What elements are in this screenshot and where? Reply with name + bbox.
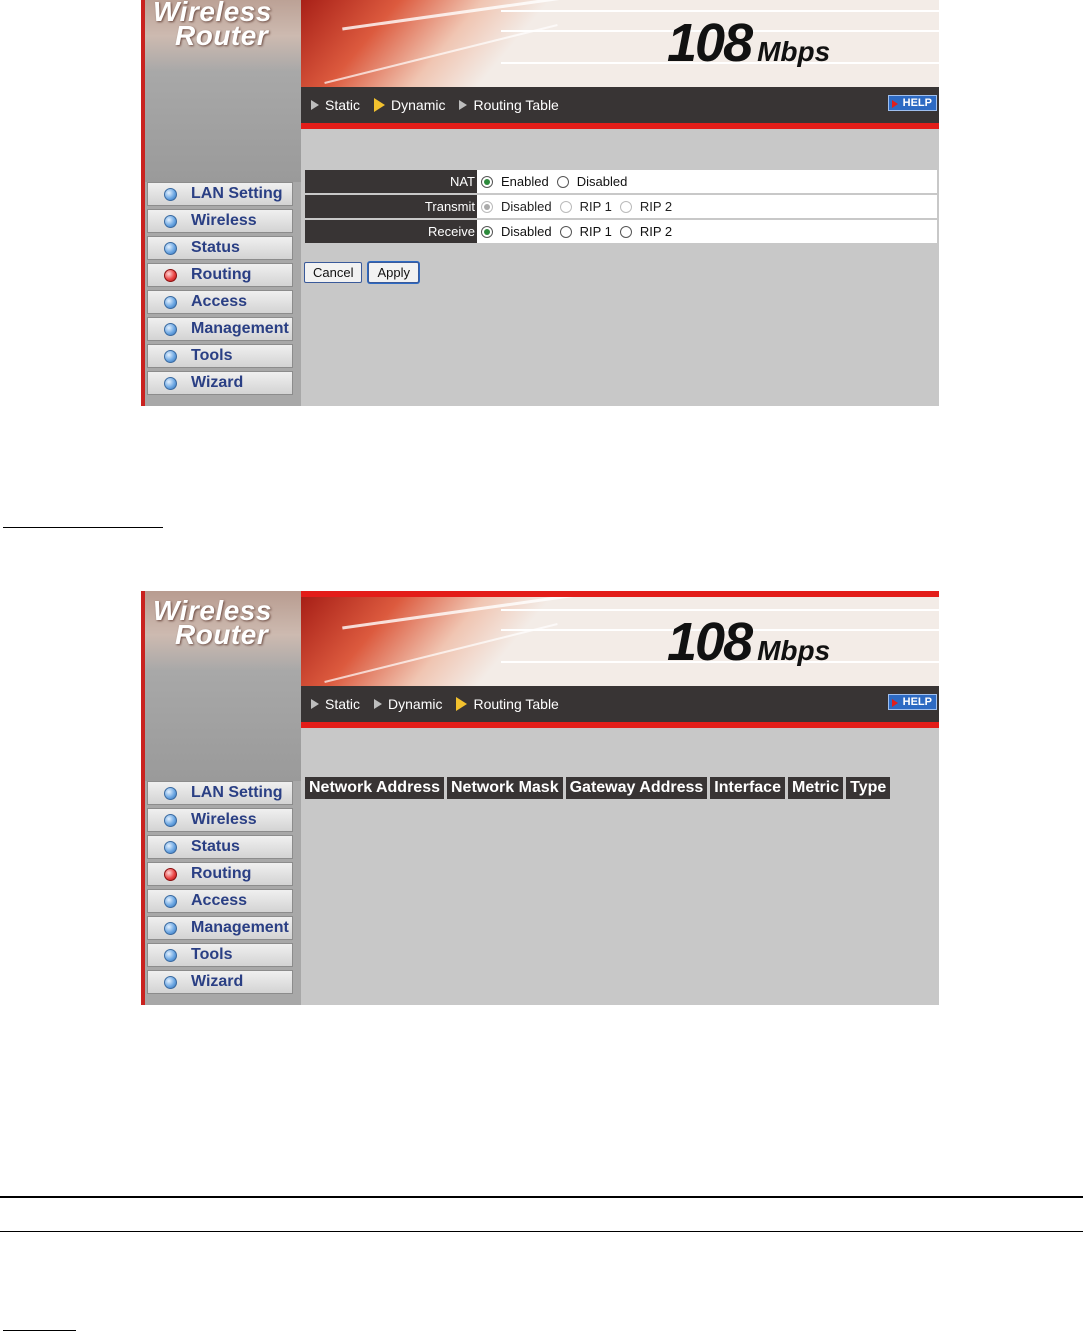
wireless-router-logo bbox=[145, 0, 301, 72]
sidebar-fade bbox=[145, 671, 301, 781]
nat-options bbox=[477, 170, 937, 193]
logo-line1: Wireless bbox=[153, 0, 272, 27]
menu-item-wireless[interactable] bbox=[147, 808, 293, 832]
speed-value: 108 bbox=[667, 612, 752, 672]
tab-label: Routing Table bbox=[473, 97, 559, 113]
option-label: Disabled bbox=[501, 224, 552, 239]
apply-button[interactable]: Apply bbox=[368, 262, 419, 283]
product-banner bbox=[301, 0, 939, 87]
option-label: RIP 2 bbox=[639, 199, 673, 214]
menu-item-lan-setting[interactable] bbox=[147, 781, 293, 805]
menu-label: LAN Setting bbox=[191, 784, 283, 801]
menu-item-status[interactable] bbox=[147, 835, 293, 859]
column-network-address: Network Address bbox=[305, 777, 444, 799]
bullet-icon bbox=[164, 215, 177, 228]
bullet-icon bbox=[164, 350, 177, 363]
receive-row bbox=[305, 220, 937, 243]
menu-item-tools[interactable] bbox=[147, 943, 293, 967]
transmit-rip1-radio bbox=[560, 201, 572, 213]
menu-item-wizard[interactable] bbox=[147, 970, 293, 994]
left-sidebar bbox=[141, 591, 301, 1005]
receive-options bbox=[477, 220, 937, 243]
transmit-disabled-radio bbox=[481, 201, 493, 213]
tab-static[interactable] bbox=[311, 696, 360, 712]
main-menu bbox=[147, 182, 293, 398]
menu-label: Management bbox=[191, 919, 289, 936]
option-label: Disabled bbox=[576, 174, 628, 189]
menu-label: Management bbox=[191, 320, 289, 337]
nat-disabled-radio[interactable] bbox=[557, 176, 569, 188]
routing-tabs bbox=[311, 696, 573, 712]
receive-label: Receive bbox=[305, 220, 477, 243]
form-buttons bbox=[304, 262, 425, 283]
help-button[interactable]: HELP bbox=[888, 95, 937, 111]
menu-label: Wizard bbox=[191, 374, 244, 391]
receive-rip2-radio[interactable] bbox=[620, 226, 632, 238]
tab-label: Static bbox=[325, 97, 361, 113]
menu-label: Status bbox=[191, 838, 240, 855]
speed-logo bbox=[667, 611, 830, 673]
footer-underline bbox=[3, 1330, 76, 1331]
option-label: Enabled bbox=[501, 174, 549, 189]
arrow-right-icon bbox=[459, 100, 467, 110]
logo-line2: Router bbox=[175, 20, 269, 51]
menu-item-routing[interactable] bbox=[147, 862, 293, 886]
logo-line2: Router bbox=[175, 619, 269, 650]
option-label: RIP 1 bbox=[579, 199, 612, 214]
transmit-options bbox=[477, 195, 937, 218]
bullet-icon bbox=[164, 868, 177, 881]
option-label: RIP 1 bbox=[579, 224, 612, 239]
tab-static[interactable] bbox=[311, 97, 360, 113]
heading-underline bbox=[3, 527, 163, 528]
routing-fields bbox=[305, 170, 937, 245]
menu-label: Access bbox=[191, 293, 248, 310]
menu-label: Tools bbox=[191, 946, 233, 963]
bullet-icon bbox=[164, 895, 177, 908]
arrow-right-icon bbox=[374, 98, 385, 112]
tab-dynamic[interactable] bbox=[374, 696, 442, 712]
nat-row bbox=[305, 170, 937, 193]
page-divider bbox=[0, 1196, 1083, 1198]
tab-label: Static bbox=[325, 696, 361, 712]
menu-label: Wireless bbox=[191, 811, 257, 828]
bullet-icon bbox=[164, 296, 177, 309]
dynamic-routing-screenshot bbox=[141, 0, 939, 406]
tab-label: Dynamic bbox=[391, 97, 446, 113]
bullet-icon bbox=[164, 976, 177, 989]
tab-routing-table[interactable] bbox=[459, 97, 558, 113]
bullet-icon bbox=[164, 377, 177, 390]
speed-unit: Mbps bbox=[757, 36, 831, 67]
tab-label: Routing Table bbox=[473, 696, 559, 712]
option-label: Disabled bbox=[501, 199, 552, 214]
menu-label: Routing bbox=[191, 266, 252, 283]
menu-label: Wizard bbox=[191, 973, 244, 990]
routing-table-header bbox=[305, 777, 893, 799]
dynamic-routing-form bbox=[301, 129, 939, 406]
menu-label: LAN Setting bbox=[191, 185, 283, 202]
routing-table-panel bbox=[301, 728, 939, 1005]
menu-item-access[interactable] bbox=[147, 889, 293, 913]
column-interface: Interface bbox=[710, 777, 785, 799]
arrow-right-icon bbox=[311, 699, 319, 709]
column-gateway-address: Gateway Address bbox=[566, 777, 708, 799]
menu-label: Status bbox=[191, 239, 240, 256]
sidebar-fade bbox=[145, 72, 301, 182]
bullet-icon bbox=[164, 922, 177, 935]
column-metric: Metric bbox=[788, 777, 843, 799]
arrow-right-icon bbox=[311, 100, 319, 110]
arrow-right-icon bbox=[456, 697, 467, 711]
menu-item-tools[interactable] bbox=[147, 344, 293, 368]
menu-item-management[interactable] bbox=[147, 317, 293, 341]
menu-item-wireless[interactable] bbox=[147, 209, 293, 233]
speed-logo bbox=[667, 12, 830, 74]
sub-nav-bar bbox=[301, 686, 939, 728]
cancel-button[interactable]: Cancel bbox=[304, 262, 362, 283]
bullet-icon bbox=[164, 949, 177, 962]
nat-enabled-radio[interactable] bbox=[481, 176, 493, 188]
bullet-icon bbox=[164, 841, 177, 854]
menu-item-status[interactable] bbox=[147, 236, 293, 260]
sub-nav-bar bbox=[301, 87, 939, 129]
bullet-icon bbox=[164, 269, 177, 282]
transmit-row bbox=[305, 195, 937, 218]
menu-item-access[interactable] bbox=[147, 290, 293, 314]
logo-line1: Wireless bbox=[153, 595, 272, 626]
left-sidebar bbox=[141, 0, 301, 406]
bullet-icon bbox=[164, 188, 177, 201]
help-button[interactable]: HELP bbox=[888, 694, 937, 710]
banner-graphic bbox=[301, 0, 561, 87]
option-label: RIP 2 bbox=[639, 224, 673, 239]
menu-label: Access bbox=[191, 892, 248, 909]
receive-disabled-radio[interactable] bbox=[481, 226, 493, 238]
receive-rip1-radio[interactable] bbox=[560, 226, 572, 238]
menu-item-lan-setting[interactable] bbox=[147, 182, 293, 206]
wireless-router-logo bbox=[145, 591, 301, 671]
nat-label: NAT bbox=[305, 170, 477, 193]
bullet-icon bbox=[164, 242, 177, 255]
bullet-icon bbox=[164, 323, 177, 336]
routing-tabs bbox=[311, 97, 573, 113]
menu-label: Wireless bbox=[191, 212, 257, 229]
main-menu bbox=[147, 781, 293, 997]
tab-label: Dynamic bbox=[388, 696, 443, 712]
arrow-right-icon bbox=[374, 699, 382, 709]
page-divider bbox=[0, 1231, 1083, 1232]
tab-routing-table[interactable] bbox=[456, 696, 558, 712]
bullet-icon bbox=[164, 814, 177, 827]
bullet-icon bbox=[164, 787, 177, 800]
transmit-rip2-radio bbox=[620, 201, 632, 213]
menu-label: Routing bbox=[191, 865, 252, 882]
speed-unit: Mbps bbox=[757, 635, 831, 666]
product-banner bbox=[301, 591, 939, 686]
menu-item-routing[interactable] bbox=[147, 263, 293, 287]
menu-item-management[interactable] bbox=[147, 916, 293, 940]
column-type: Type bbox=[846, 777, 890, 799]
tab-dynamic[interactable] bbox=[374, 97, 445, 113]
column-network-mask: Network Mask bbox=[447, 777, 563, 799]
speed-value: 108 bbox=[667, 13, 752, 73]
routing-table-screenshot bbox=[141, 591, 939, 1005]
menu-item-wizard[interactable] bbox=[147, 371, 293, 395]
menu-label: Tools bbox=[191, 347, 233, 364]
transmit-label: Transmit bbox=[305, 195, 477, 218]
